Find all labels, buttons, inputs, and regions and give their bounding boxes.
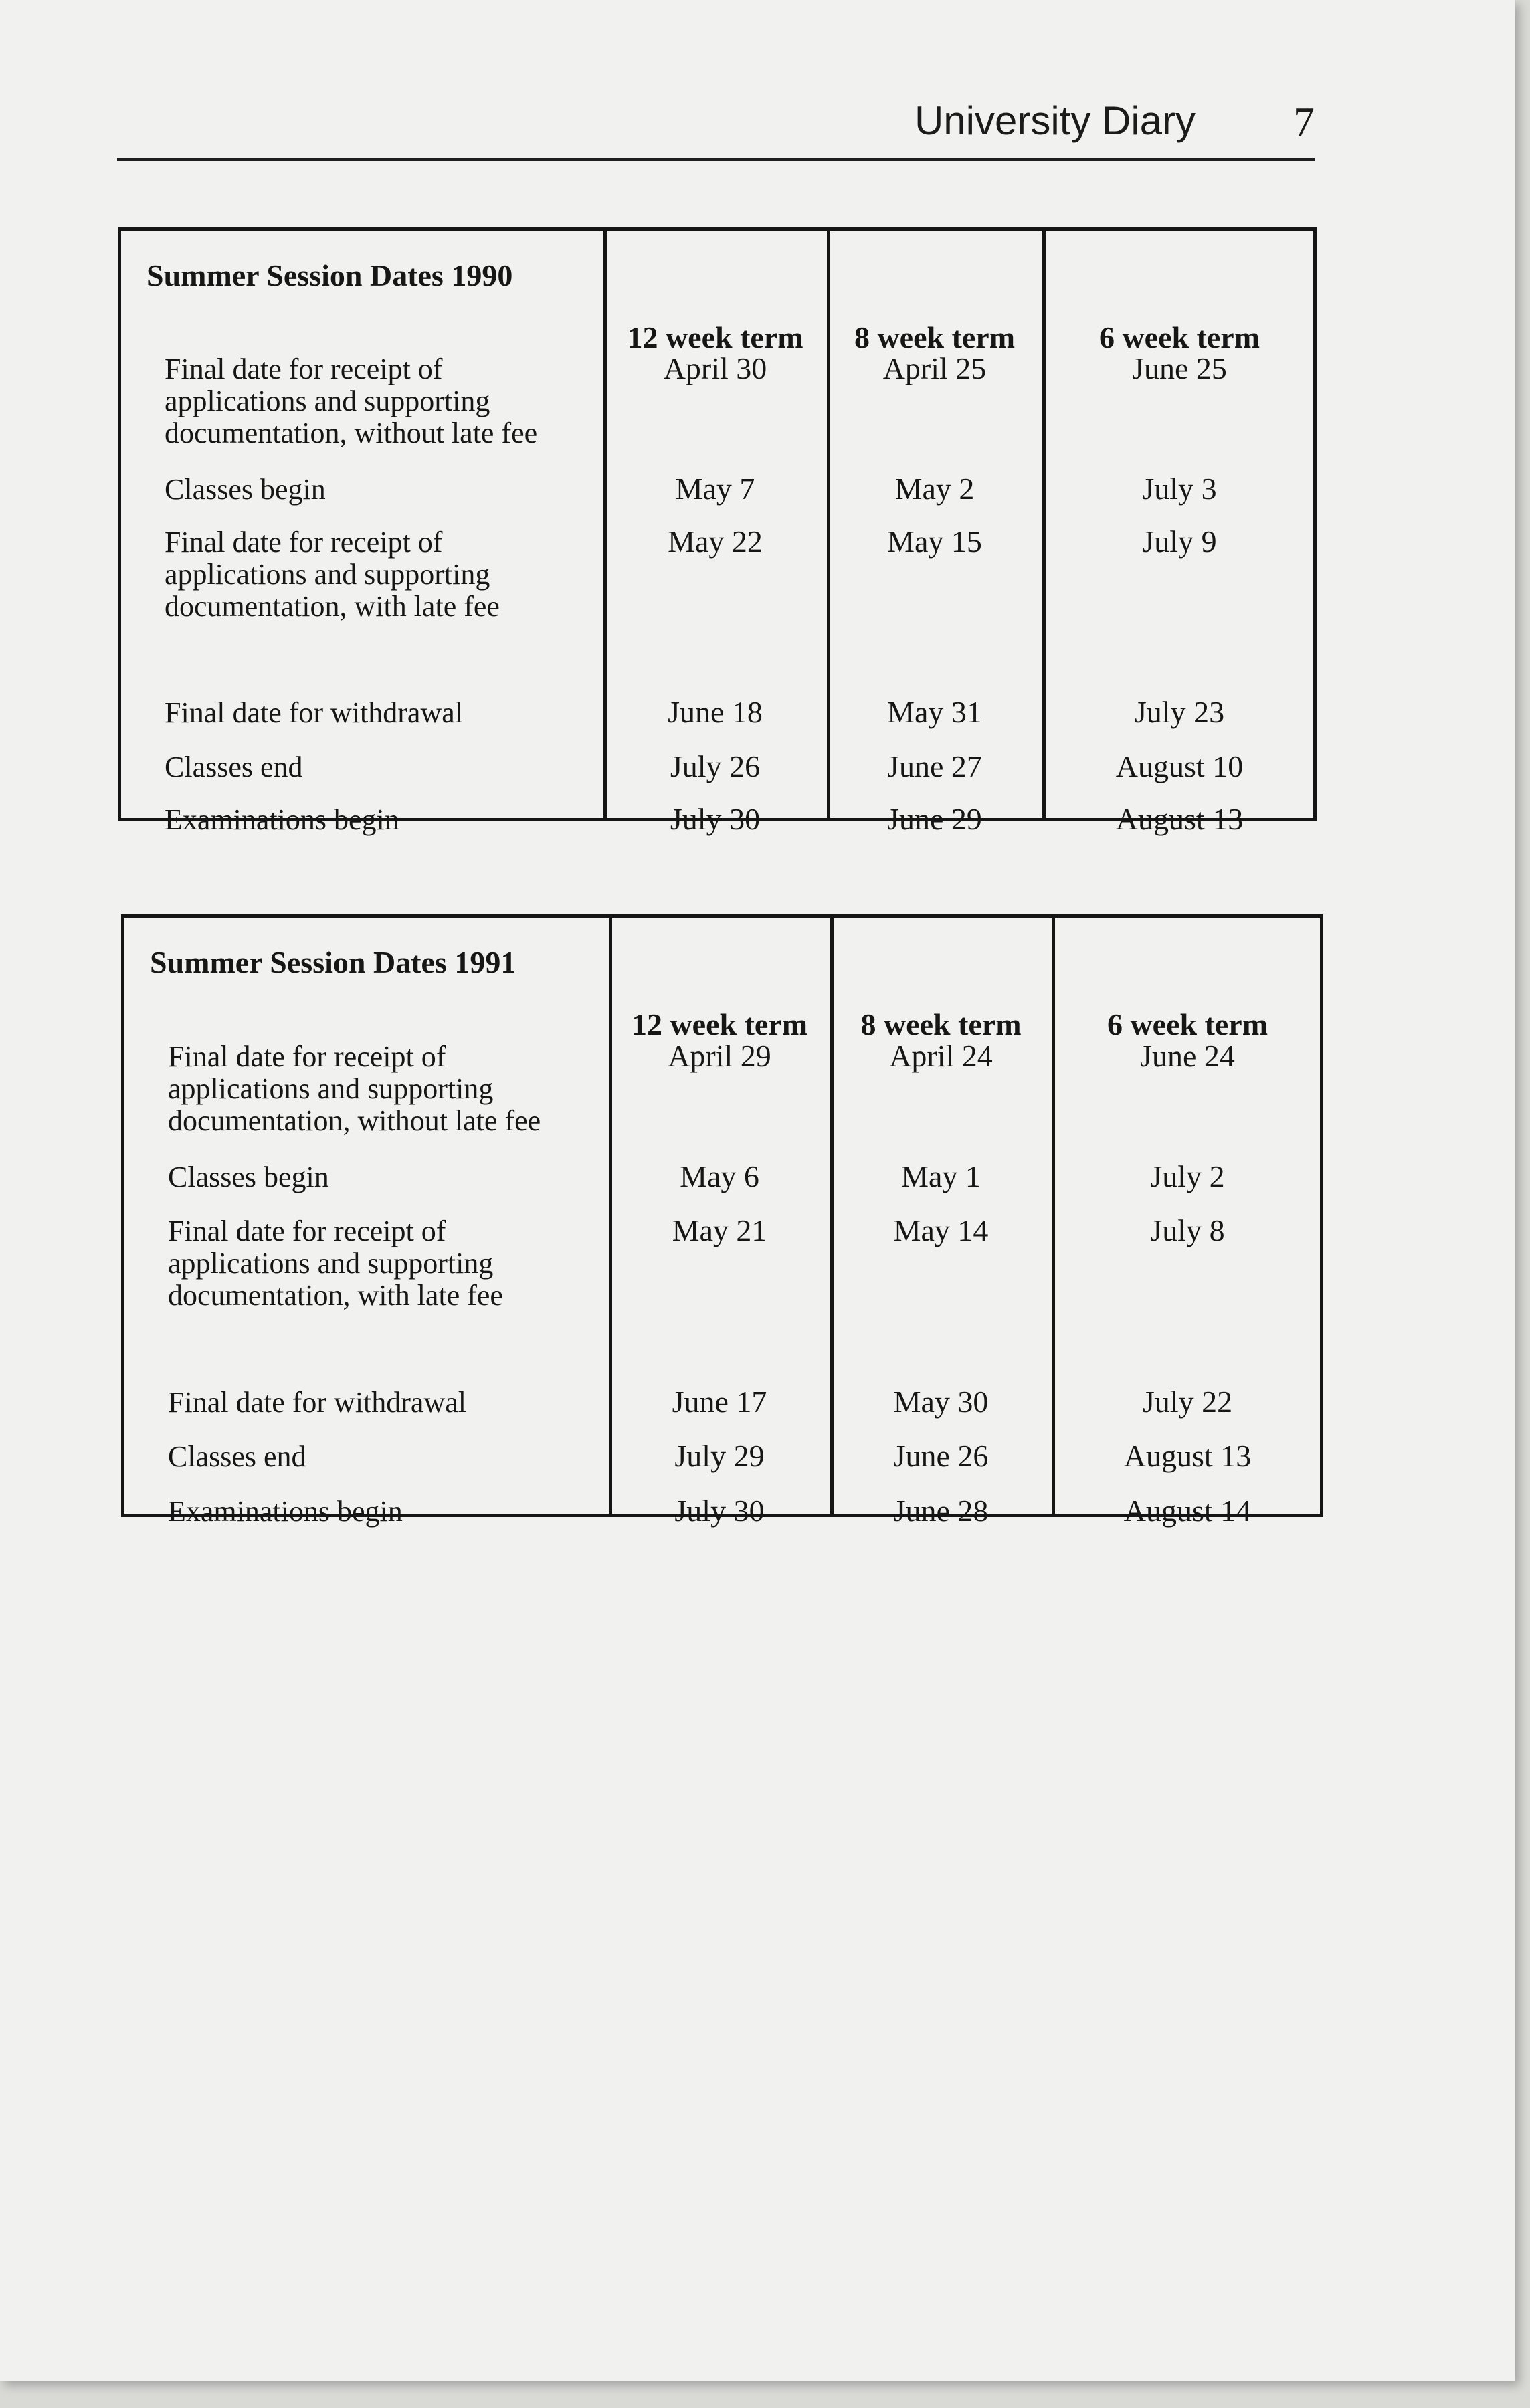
date-cell: May 21 bbox=[672, 1213, 767, 1247]
row-label-line: Final date for receipt of bbox=[168, 1215, 446, 1247]
table-title: Summer Session Dates 1990 bbox=[147, 258, 513, 292]
summer-session-table-1991 bbox=[121, 914, 1323, 1528]
row-label-line: Classes end bbox=[165, 750, 303, 783]
row-label-line: documentation, without late fee bbox=[165, 417, 538, 449]
row-label-line: Examinations begin bbox=[165, 803, 399, 836]
date-cell: July 26 bbox=[670, 749, 761, 783]
row-label bbox=[165, 526, 500, 623]
row-label-line: Final date for receipt of bbox=[165, 353, 443, 385]
date-cell: July 23 bbox=[1134, 695, 1225, 729]
row-label-line: Classes begin bbox=[168, 1161, 329, 1193]
date-cell: April 30 bbox=[663, 351, 767, 385]
date-cell: June 18 bbox=[668, 695, 763, 729]
date-cell: May 6 bbox=[680, 1159, 759, 1193]
column-header: 8 week term bbox=[854, 320, 1016, 355]
date-cell: July 8 bbox=[1150, 1213, 1225, 1247]
date-cell: April 25 bbox=[882, 351, 987, 385]
row-label bbox=[165, 697, 463, 729]
row-label-line: documentation, with late fee bbox=[168, 1279, 503, 1312]
row-label bbox=[168, 1041, 541, 1137]
column-header: 6 week term bbox=[1107, 1007, 1268, 1041]
row-label-line: applications and supporting bbox=[165, 558, 490, 591]
row-label-line: Final date for withdrawal bbox=[168, 1386, 466, 1419]
column-header: 12 week term bbox=[631, 1007, 808, 1041]
date-cell: May 2 bbox=[894, 472, 975, 506]
page-number: 7 bbox=[1293, 98, 1315, 146]
date-cell: June 26 bbox=[893, 1439, 989, 1473]
date-cell: June 24 bbox=[1140, 1039, 1235, 1073]
running-head bbox=[117, 91, 1315, 161]
date-cell: July 2 bbox=[1150, 1159, 1225, 1193]
date-cell: May 7 bbox=[675, 472, 755, 506]
table-title: Summer Session Dates 1991 bbox=[150, 945, 516, 979]
row-label-line: applications and supporting bbox=[165, 385, 490, 417]
row-label-line: Classes begin bbox=[165, 473, 326, 506]
row-label-line: Final date for receipt of bbox=[165, 526, 443, 559]
row-label bbox=[168, 1161, 329, 1193]
date-cell: July 22 bbox=[1142, 1385, 1233, 1419]
row-label-line: Classes end bbox=[168, 1440, 306, 1473]
date-cell: August 10 bbox=[1115, 749, 1244, 783]
date-cell: April 29 bbox=[668, 1039, 771, 1073]
date-cell: August 13 bbox=[1123, 1439, 1252, 1473]
running-head-title: University Diary bbox=[914, 98, 1196, 143]
row-label bbox=[165, 353, 537, 449]
date-cell: July 3 bbox=[1142, 472, 1217, 506]
row-label bbox=[165, 751, 303, 783]
row-label bbox=[168, 1496, 403, 1528]
date-cell: May 14 bbox=[893, 1213, 989, 1247]
summer-session-table-1990 bbox=[118, 227, 1317, 836]
row-label bbox=[165, 804, 399, 836]
column-header: 8 week term bbox=[860, 1007, 1022, 1041]
row-label-line: Final date for withdrawal bbox=[165, 696, 463, 729]
date-cell: August 13 bbox=[1115, 802, 1244, 836]
date-cell: June 25 bbox=[1132, 351, 1227, 385]
date-cell: June 28 bbox=[893, 1494, 989, 1528]
date-cell: May 22 bbox=[668, 524, 763, 559]
date-cell: May 31 bbox=[887, 695, 982, 729]
date-cell: May 1 bbox=[901, 1159, 981, 1193]
row-label bbox=[168, 1441, 306, 1473]
row-label-line: applications and supporting bbox=[168, 1247, 494, 1280]
date-cell: June 27 bbox=[887, 749, 982, 783]
column-header: 6 week term bbox=[1098, 320, 1260, 355]
date-cell: July 29 bbox=[674, 1439, 765, 1473]
row-label-line: Final date for receipt of bbox=[168, 1040, 446, 1073]
date-cell: June 29 bbox=[887, 802, 982, 836]
date-cell: August 14 bbox=[1123, 1494, 1252, 1528]
row-label bbox=[168, 1215, 503, 1312]
column-header: 12 week term bbox=[627, 320, 803, 355]
date-cell: July 9 bbox=[1142, 524, 1217, 559]
date-cell: May 15 bbox=[887, 524, 982, 559]
row-label-line: documentation, without late fee bbox=[168, 1104, 541, 1137]
row-label-line: Examinations begin bbox=[168, 1495, 403, 1528]
date-cell: July 30 bbox=[670, 802, 761, 836]
date-cell: April 24 bbox=[889, 1039, 993, 1073]
date-cell: July 30 bbox=[674, 1494, 765, 1528]
row-label bbox=[168, 1387, 466, 1419]
date-cell: May 30 bbox=[893, 1385, 989, 1419]
row-label bbox=[165, 474, 326, 506]
row-label-line: applications and supporting bbox=[168, 1072, 494, 1105]
date-cell: June 17 bbox=[672, 1385, 767, 1419]
row-label-line: documentation, with late fee bbox=[165, 590, 500, 623]
